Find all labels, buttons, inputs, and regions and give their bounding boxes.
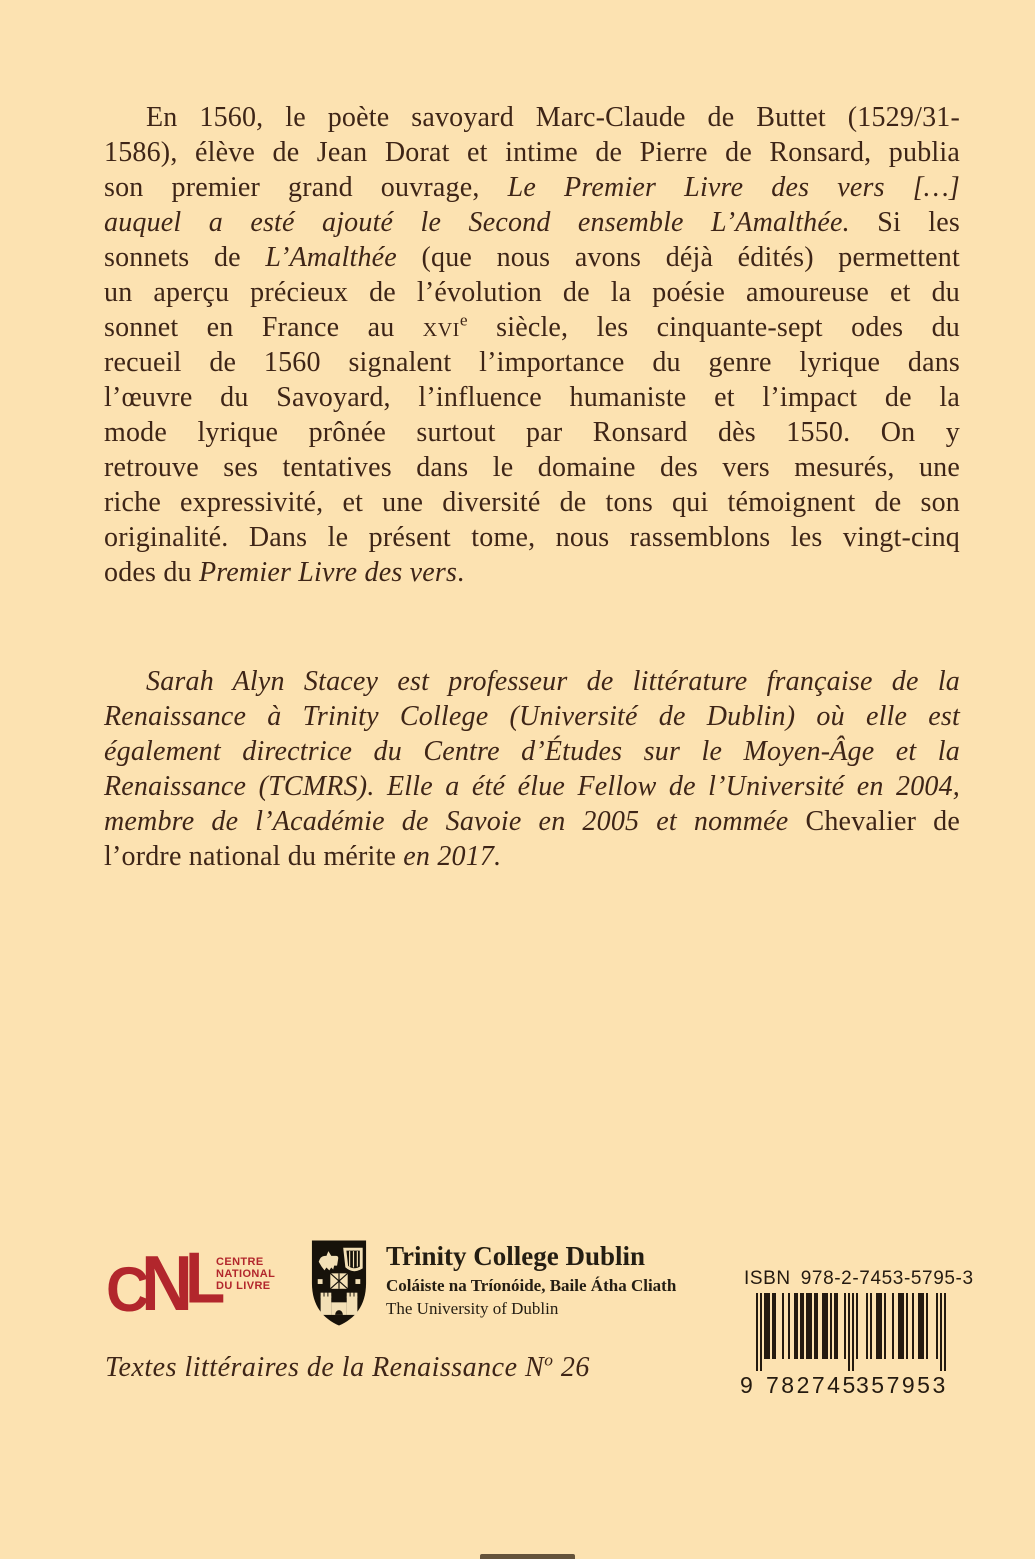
trinity-logo [310,1238,676,1328]
cnl-letter-c: C [106,1254,150,1325]
cnl-wordmark-line: NATIONAL [216,1268,276,1280]
series-title: Textes littéraires de la Renaissance $N^o$ 26 [105,1350,590,1383]
text-line: recueil de 1560 signalent l’importance du genre lyrique dans [104,347,960,378]
text-line: Renaissance (TCMRS). Elle a été élue Fellow de l’Université en 2004, [104,771,960,802]
text-line: Sarah Alyn Stacey est professeur de littérature française de la [146,666,960,697]
text-line: riche expressivité, et une diversité de tons qui témoignent de son [104,487,960,518]
isbn-label [744,1268,974,1290]
trinity-irish-name: Coláiste na Tríonóide, Baile Átha Cliath [386,1276,677,1295]
text-line: Renaissance à Trinity College (Université de Dublin) où elle est [104,701,960,732]
text-line: également directrice du Centre d’Études sur le Moyen-Âge et la [104,736,960,767]
text-line: odes du Premier Livre des vers. [104,557,465,588]
text-line: originalité. Dans le présent tome, nous rassemblons les vingt-cinq [104,522,960,553]
text-line: l’ordre national du mérite en 2017. [104,841,502,872]
barcode-digit-group1: 782745 [766,1372,858,1398]
cnl-wordmark [216,1256,275,1292]
text-line: membre de l’Académie de Savoie en 2005 et nommée Chevalier de [104,806,960,837]
cnl-logo [106,1236,276,1328]
text-line: retrouve ses tentatives dans le domaine des vers mesurés, une [104,452,960,483]
isbn-number: 978-2-7453-5795-3 [800,1268,974,1289]
trinity-subtitle: The University of Dublin [386,1299,559,1318]
trinity-shield-icon [310,1238,368,1328]
cnl-wordmark-line: DU LIVRE [216,1280,271,1292]
barcode-digit-group2: 357953 [856,1372,948,1398]
text-line: sonnet en France au xvi$^e$ siècle, les cinquante-sept odes du [104,310,961,343]
trinity-title: Trinity College Dublin [386,1241,646,1271]
barcode-digits [740,1372,960,1398]
cnl-letter-n: N [141,1240,193,1328]
author-bio-paragraph [104,664,960,874]
cnl-letter-l: L [185,1236,226,1318]
trinity-text-block [386,1238,676,1318]
text-line: En 1560, le poète savoyard Marc-Claude de Buttet (1529/31- [146,102,960,133]
barcode-svg [744,1293,956,1371]
cnl-wordmark-line: CENTRE [216,1256,264,1268]
blurb-paragraph [104,100,960,590]
scan-edge-mark [480,1554,575,1559]
isbn-block [740,1268,974,1398]
text-line: l’œuvre du Savoyard, l’influence humaniste et l’impact de la [104,382,960,413]
text-line: mode lyrique prônée surtout par Ronsard dès 1550. On y [104,417,960,448]
text-line: sonnets de L’Amalthée (que nous avons déjà édités) permettent [104,242,960,273]
text-line: un aperçu précieux de l’évolution de la poésie amoureuse et du [104,277,960,308]
text-line: 1586), élève de Jean Dorat et intime de Pierre de Ronsard, publia [104,137,960,168]
barcode-digit-left: 9 [740,1372,756,1398]
isbn-prefix: ISBN [744,1268,791,1289]
text-line: son premier grand ouvrage, Le Premier Livre des vers […] [104,172,960,203]
text-line: auquel a esté ajouté le Second ensemble L’Amalthée. Si les [104,207,961,238]
